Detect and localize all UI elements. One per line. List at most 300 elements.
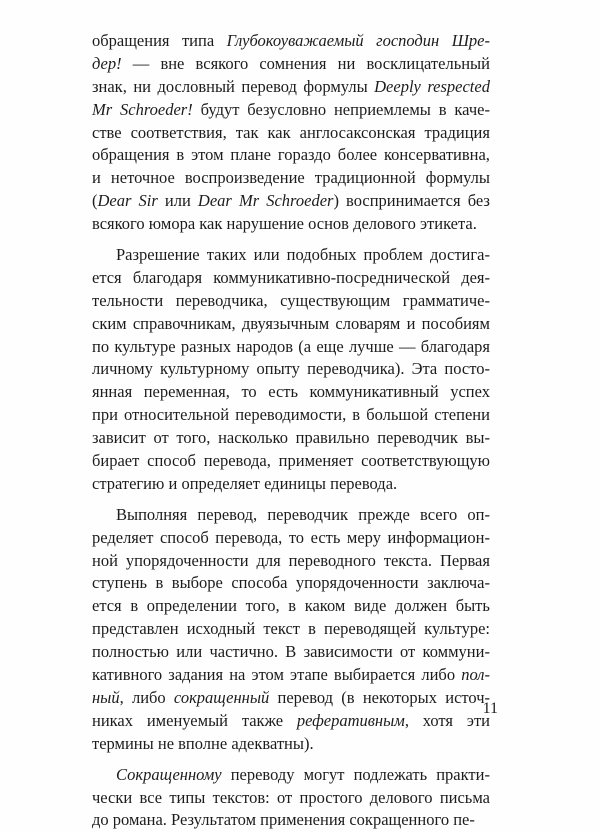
word: [450, 381, 490, 404]
word: [426, 167, 490, 190]
italic-word: Deeply: [374, 76, 421, 96]
word: [230, 144, 271, 167]
word-token: заключа-: [427, 573, 490, 593]
text-line: [92, 99, 490, 122]
word: [92, 550, 118, 573]
text-line: [92, 122, 490, 145]
word: [334, 99, 431, 122]
italic-word: Mr: [92, 99, 113, 119]
word-token: простого: [299, 787, 363, 807]
word-token: сокращенного: [349, 810, 450, 830]
word: [156, 572, 164, 595]
word-token: воспринимается: [346, 191, 461, 211]
word-token: Первая: [439, 550, 490, 570]
word-token: переводящей: [324, 619, 417, 639]
italic-word: Dear: [197, 191, 232, 211]
word-token: степени: [434, 405, 490, 425]
word: [453, 809, 475, 832]
word: [296, 427, 370, 450]
text-line: [92, 53, 490, 76]
word: [144, 381, 230, 404]
word-token: полностью: [92, 642, 169, 662]
word-token: англосаксонская: [299, 122, 416, 142]
paragraph-gap: [92, 236, 490, 244]
word-token: обращения: [92, 145, 170, 165]
word-token: письма: [439, 787, 490, 807]
word-token: формулы: [425, 168, 490, 188]
word: [158, 733, 174, 756]
italic-word: respected: [427, 76, 490, 96]
word: [300, 122, 416, 145]
word: [285, 641, 296, 664]
word: [290, 664, 328, 687]
text-line: [92, 244, 490, 267]
word-token: или: [176, 642, 203, 662]
word-token: перевод: [277, 687, 334, 707]
word-token: то: [288, 527, 305, 547]
word: [304, 641, 393, 664]
word: [264, 473, 326, 496]
word: [242, 313, 329, 336]
word: [366, 404, 428, 427]
word: [421, 336, 490, 359]
word: [268, 381, 298, 404]
word-token: знак,: [92, 76, 127, 96]
word: [133, 53, 150, 76]
word: [92, 190, 131, 213]
text-line: [92, 213, 490, 236]
word: [254, 244, 280, 267]
text-line: [92, 550, 490, 573]
word-token: меру: [346, 527, 381, 547]
text-line: [92, 427, 490, 450]
word-token: упорядоченности: [125, 550, 249, 570]
word: [289, 527, 304, 550]
word: [92, 527, 153, 550]
word: [303, 76, 367, 99]
word-token: именуемый: [146, 710, 228, 730]
word-token: текст: [263, 619, 300, 639]
word-token: зависит: [92, 428, 146, 448]
word: [423, 641, 490, 664]
word: [201, 99, 240, 122]
word: [149, 213, 195, 236]
word-token: стратегию: [92, 473, 165, 493]
word: [92, 450, 139, 473]
italic-word: Сокращенному: [116, 764, 222, 784]
word-token: консервативна,: [384, 145, 490, 165]
word-token: эти: [466, 710, 490, 730]
word: [277, 787, 292, 810]
word: [279, 450, 354, 473]
word: [347, 527, 381, 550]
word: [315, 167, 416, 190]
word-token: переводчика,: [175, 290, 268, 310]
word-token: будут: [200, 99, 240, 119]
word-token: текстов:: [212, 787, 270, 807]
word: [370, 787, 433, 810]
word-token: соответствующую: [361, 451, 490, 471]
word-token: вы-: [465, 428, 490, 448]
word: [133, 313, 236, 336]
word: [116, 764, 222, 787]
word: [341, 687, 354, 710]
word: [376, 30, 439, 53]
word: [92, 290, 163, 313]
word: [92, 30, 170, 53]
word-token: опыту: [256, 359, 300, 379]
word-token: упорядоченности: [295, 573, 419, 593]
italic-word: Шре-: [451, 31, 490, 50]
word-token: в: [176, 145, 185, 165]
text-line: [92, 687, 490, 710]
word-token: представлен: [92, 619, 179, 639]
word-token: то: [241, 382, 257, 402]
word: [374, 76, 421, 99]
word: [353, 213, 416, 236]
word-token: ни: [337, 53, 356, 73]
body-text: [92, 30, 490, 832]
word-token: практи-: [436, 764, 490, 784]
text-line: [92, 764, 490, 787]
word: [131, 122, 227, 145]
word: [168, 473, 177, 496]
word: [204, 450, 271, 473]
word-token: как: [267, 122, 291, 142]
word: [171, 809, 256, 832]
word-token: культуре: [114, 336, 176, 356]
word: [218, 427, 288, 450]
word: [92, 313, 127, 336]
word: [172, 572, 223, 595]
word: [181, 473, 260, 496]
word-token: выборе: [171, 573, 223, 593]
word: [316, 336, 343, 359]
word-token: юмора: [148, 214, 196, 234]
word-token: без: [467, 191, 490, 211]
word: [424, 122, 489, 145]
word: [231, 764, 295, 787]
word-token: как: [199, 214, 223, 234]
word-token: подобных: [286, 245, 357, 265]
word: [242, 710, 283, 733]
text-line: [92, 809, 490, 832]
word-token: от: [277, 787, 293, 807]
word-token: пособиям: [421, 313, 490, 333]
word-token: оп-: [467, 504, 490, 524]
word: [239, 190, 259, 213]
word-token: способ: [147, 451, 196, 471]
word: [140, 787, 163, 810]
word-token: бирает: [92, 451, 140, 471]
word-token: исходный: [186, 619, 256, 639]
word-token: от: [399, 642, 416, 662]
word-token: либо: [131, 687, 166, 707]
word: [420, 213, 477, 236]
word-token: адекватны).: [231, 733, 314, 753]
word: [176, 427, 210, 450]
italic-word: Schroeder!: [120, 99, 193, 119]
word-token: этикета.: [419, 214, 477, 234]
word-token: переводного: [288, 550, 376, 570]
word: [92, 53, 122, 76]
word: [422, 313, 490, 336]
text-line: [92, 336, 490, 359]
word: [92, 213, 145, 236]
word: [257, 358, 300, 381]
word-token: успех: [450, 382, 490, 402]
word-token: делового: [353, 214, 416, 234]
word-token: лучше: [348, 336, 394, 356]
word: [251, 664, 283, 687]
word-token: грамматиче-: [402, 290, 490, 310]
word-token: культурному: [159, 359, 250, 379]
word: [207, 244, 247, 267]
word-token: всякого: [92, 214, 145, 234]
word: [334, 664, 415, 687]
word: [427, 572, 490, 595]
word: [92, 336, 109, 359]
word: [139, 190, 158, 213]
word-token: способ: [159, 527, 209, 547]
text-line: [92, 641, 490, 664]
word: [176, 290, 268, 313]
word: [169, 787, 205, 810]
word-token: всякого: [195, 53, 249, 73]
word-token: в: [352, 405, 361, 425]
word: [92, 664, 162, 687]
word: [92, 99, 112, 122]
word: [199, 213, 222, 236]
word: [187, 618, 255, 641]
word: [213, 267, 450, 290]
word-token: способа: [231, 573, 288, 593]
word-token: переводчик: [267, 504, 349, 524]
word: [324, 618, 416, 641]
word-token: и: [168, 473, 178, 493]
word: [147, 710, 228, 733]
word: [198, 190, 232, 213]
word: [92, 572, 147, 595]
word: [236, 336, 293, 359]
text-line: [92, 358, 490, 381]
word: [227, 30, 364, 53]
word: [231, 733, 313, 756]
word: [267, 504, 348, 527]
word-token: неприемлемы: [333, 99, 431, 119]
text-line: [92, 167, 490, 190]
word: [440, 787, 490, 810]
italic-word: Schroeder: [266, 191, 334, 211]
italic-word: реферативным: [296, 710, 405, 730]
word-token: большой: [366, 405, 429, 425]
word-token: и: [92, 168, 101, 188]
italic-word: господин: [376, 31, 440, 50]
word-token: воспроизведение: [184, 168, 305, 188]
word: [168, 664, 223, 687]
word-token: кативного: [92, 665, 163, 685]
word: [439, 99, 447, 122]
word: [400, 641, 415, 664]
word: [427, 76, 490, 99]
word: [456, 595, 490, 618]
word-token: от: [153, 428, 169, 448]
word: [92, 427, 146, 450]
italic-word: Dear: [97, 191, 132, 211]
word-token: коммуникативно-посреднической: [213, 267, 451, 287]
word-token: дея-: [461, 267, 490, 287]
word-token: также: [241, 710, 284, 730]
word-token: насколько: [218, 428, 288, 448]
word: [300, 787, 363, 810]
text-line: [92, 144, 490, 167]
word-token: традиция: [424, 122, 490, 142]
word-token: —: [399, 336, 416, 356]
word: [154, 427, 169, 450]
word: [92, 809, 109, 832]
text-line: [92, 404, 490, 427]
word: [338, 144, 377, 167]
word-token: перевода,: [215, 527, 283, 547]
word: [176, 144, 184, 167]
word-token: быть: [455, 596, 490, 616]
word: [466, 427, 490, 450]
italic-word: ный: [92, 687, 120, 707]
word: [160, 358, 249, 381]
word: [92, 710, 133, 733]
word-token: задания: [168, 665, 224, 685]
word: [92, 618, 179, 641]
word: [185, 167, 305, 190]
word: [420, 504, 457, 527]
word: [424, 618, 490, 641]
word-token: по: [92, 336, 110, 356]
word: [213, 787, 270, 810]
paragraph-gap: [92, 496, 490, 504]
word: [92, 144, 170, 167]
word-token: так: [235, 122, 259, 142]
word-token: перевод,: [197, 504, 258, 524]
word: [444, 358, 490, 381]
word-token: ной: [92, 550, 118, 570]
word-token: все: [139, 787, 163, 807]
word: [338, 53, 356, 76]
word-token: ни: [133, 76, 151, 96]
word: [246, 595, 280, 618]
word: [296, 572, 419, 595]
word: [92, 733, 154, 756]
word-token: в: [438, 99, 447, 119]
word: [133, 76, 151, 99]
word: [120, 99, 193, 122]
italic-word: Глубокоуважаемый: [226, 31, 364, 50]
word-token: ): [333, 191, 339, 211]
word-token: есть: [268, 382, 299, 402]
word-token: чески: [92, 787, 133, 807]
word-token: перевода,: [203, 451, 271, 471]
word-token: делового: [369, 787, 433, 807]
word-token: есть: [310, 527, 341, 547]
word-token: не: [157, 733, 175, 753]
word-token: достига-: [429, 245, 490, 265]
text-line: [92, 618, 490, 641]
word-token: нарушение: [226, 214, 304, 234]
word: [147, 450, 196, 473]
word: [196, 53, 249, 76]
word-token: благодаря: [132, 267, 203, 287]
word-token: более: [337, 145, 378, 165]
word: [280, 290, 390, 313]
word-token: перевод: [241, 76, 297, 96]
word: [311, 527, 341, 550]
word: [421, 664, 455, 687]
text-line: [92, 30, 490, 53]
italic-word: дер!: [92, 53, 122, 73]
word: [423, 710, 453, 733]
word: [182, 30, 214, 53]
text-line: [92, 595, 490, 618]
word: [288, 595, 296, 618]
word: [92, 404, 118, 427]
word-token: хотя: [422, 710, 454, 730]
italic-word: Mr: [238, 191, 260, 211]
word: [287, 244, 357, 267]
word: [259, 53, 326, 76]
word-token: выбирается: [333, 665, 416, 685]
text-line: [92, 787, 490, 810]
word-token: каче-: [454, 99, 490, 119]
word: [403, 290, 490, 313]
word: [92, 167, 101, 190]
word: [289, 550, 376, 573]
word-token: некоторых: [362, 687, 438, 707]
italic-word: сокращенный: [173, 687, 270, 707]
word-token: культуре:: [424, 619, 490, 639]
word-token: безусловно: [247, 99, 327, 119]
word: [241, 381, 256, 404]
word: [310, 381, 439, 404]
word: [241, 76, 297, 99]
word-token: до: [92, 810, 109, 830]
word-token: относительной: [124, 405, 230, 425]
word-token: ским: [92, 313, 127, 333]
word: [346, 190, 461, 213]
word: [116, 504, 187, 527]
word: [412, 358, 438, 381]
word: [215, 527, 282, 550]
word-token: зависимости: [303, 642, 393, 662]
word: [297, 710, 409, 733]
word-token: частично.: [209, 642, 278, 662]
word-token: пе-: [453, 810, 475, 830]
text-line: [92, 313, 490, 336]
word: [430, 244, 490, 267]
word-token: того,: [245, 596, 280, 616]
italic-word: пол-: [461, 665, 490, 685]
word: [268, 122, 291, 145]
word: [209, 641, 278, 664]
word: [377, 427, 458, 450]
word-token: неточное: [110, 168, 175, 188]
word-token: источ-: [445, 687, 490, 707]
word: [364, 244, 423, 267]
word-token: этом: [251, 665, 284, 685]
word: [116, 244, 200, 267]
word-token: при: [92, 405, 118, 425]
word-token: переводчик: [377, 428, 458, 448]
word-token: прежде: [358, 504, 410, 524]
word: [236, 122, 259, 145]
